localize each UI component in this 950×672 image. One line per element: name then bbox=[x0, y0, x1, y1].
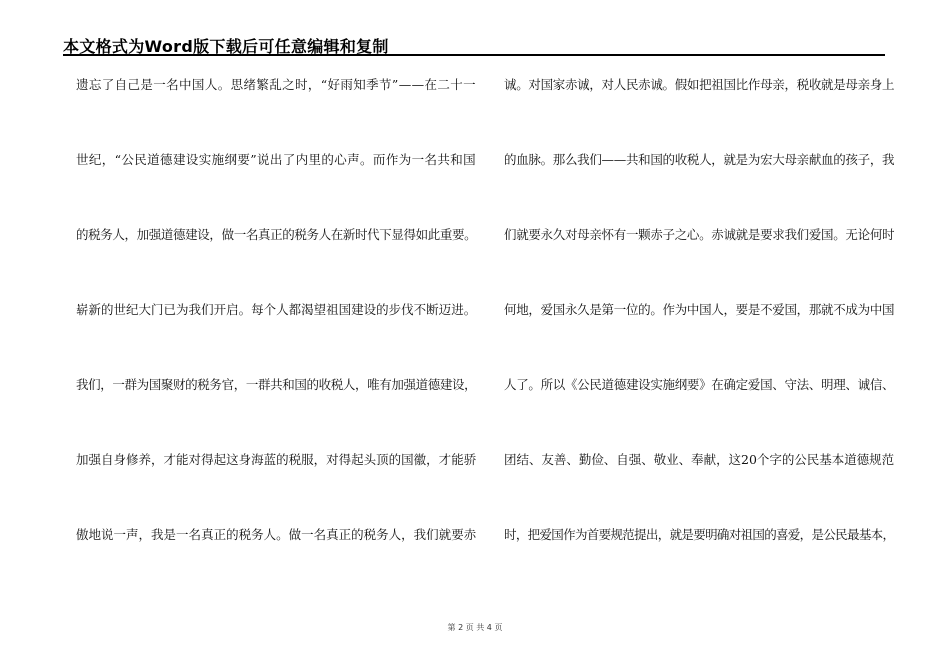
document-header-title: 本文格式为Word版下载后可任意编辑和复制 bbox=[63, 37, 389, 56]
text-line: 人了。所以《公民道德建设实施纲要》在确定爱国、守法、明理、诚信、 bbox=[504, 377, 895, 392]
page-number-footer: 第 2 页 共 4 页 bbox=[447, 623, 503, 632]
text-line: 崭新的世纪大门已为我们开启。每个人都渴望祖国建设的步伐不断迈进。 bbox=[76, 302, 477, 317]
text-line: 的税务人，加强道德建设，做一名真正的税务人在新时代下显得如此重要。 bbox=[76, 227, 477, 242]
text-line: 傲地说一声，我是一名真正的税务人。做一名真正的税务人，我们就要赤 bbox=[76, 527, 477, 542]
header-divider bbox=[63, 54, 885, 56]
text-line: 遗忘了自己是一名中国人。思绪繁乱之时，“好雨知季节”——在二十一 bbox=[76, 77, 476, 92]
text-line: 们就要永久对母亲怀有一颗赤子之心。赤诚就是要求我们爱国。无论何时 bbox=[504, 227, 895, 242]
text-line: 的血脉。那么我们——共和国的收税人，就是为宏大母亲献血的孩子，我 bbox=[504, 152, 895, 167]
text-line: 时，把爱国作为首要规范提出，就是要明确对祖国的喜爱，是公民最基本， bbox=[504, 527, 895, 542]
text-line: 世纪，“公民道德建设实施纲要”说出了内里的心声。而作为一名共和国 bbox=[76, 152, 476, 167]
text-line: 加强自身修养，才能对得起这身海蓝的税服，对得起头顶的国徽，才能骄 bbox=[76, 452, 477, 467]
text-line: 我们，一群为国聚财的税务官，一群共和国的收税人，唯有加强道德建设， bbox=[76, 377, 477, 392]
text-line: 诚。对国家赤诚，对人民赤诚。假如把祖国比作母亲，税收就是母亲身上 bbox=[504, 77, 895, 92]
text-line: 团结、友善、勤俭、自强、敬业、奉献，这20个字的公民基本道德规范 bbox=[504, 452, 895, 467]
text-line: 何地，爱国永久是第一位的。作为中国人，要是不爱国，那就不成为中国 bbox=[504, 302, 895, 317]
